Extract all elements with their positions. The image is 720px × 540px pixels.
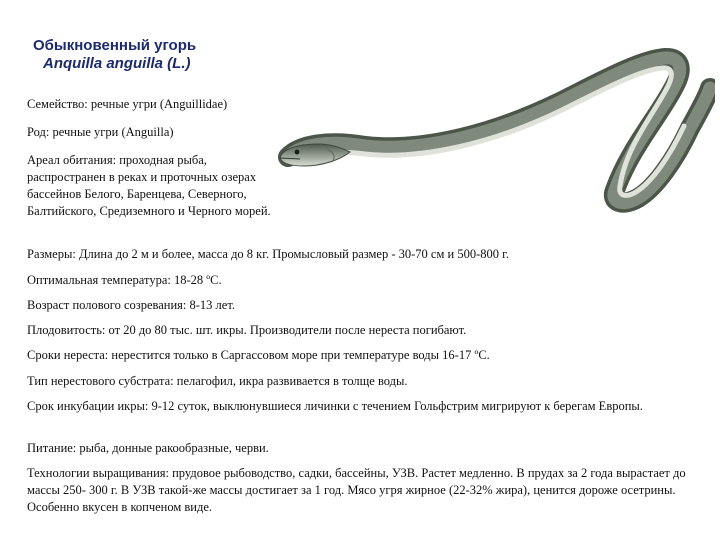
- page-title: Обыкновенный угорь: [33, 37, 197, 54]
- genus-text: Род: речные угри (Anguilla): [27, 125, 174, 139]
- incubation-text: Срок инкубации икры: 9-12 суток, выклюнувшиеся личинки с течением Гольфстрим мигрируют к берегам Европы.: [27, 399, 643, 413]
- food-text: Питание: рыба, донные ракообразные, черви.: [27, 441, 269, 455]
- maturity-text: Возраст полового созревания: 8-13 лет.: [27, 298, 235, 312]
- sizes-text: Размеры: Длина до 2 м и более, масса до 8 кг. Промысловый размер - 30-70 см и 500-800 г.: [27, 247, 509, 261]
- substrate-text: Тип нерестового субстрата: пелагофил, икра развивается в толще воды.: [27, 374, 408, 388]
- latin-name: Anquilla anguilla (L.): [43, 55, 191, 72]
- family-text: Семейство: речные угри (Anguillidae): [27, 97, 228, 111]
- technology-text: Технологии выращивания: прудовое рыбоводство, садки, бассейны, УЗВ. Растет медленно. В прудах за 2 года вырастает до массы 250- 300 г. В УЗВ такой-же массы достигает за 1 год. Мясо угря жирное (22-32% жира), ценится дороже осетрины. Особенно вкусен в копченом виде.: [27, 466, 686, 514]
- temperature-text: Оптимальная температура: 18-28 ºС.: [27, 273, 222, 287]
- eel-illustration-icon: [270, 40, 715, 215]
- fertility-text: Плодовитость: от 20 до 80 тыс. шт. икры. Производители после нереста погибают.: [27, 323, 467, 337]
- habitat-text: Ареал обитания: проходная рыба, распространен в реках и проточных озерах бассейнов Белого, Баренцева, Северного, Балтийского, Средиземного и Черного морей.: [27, 153, 271, 218]
- spawning-text: Сроки нереста: нерестится только в Саргассовом море при температуре воды 16-17 ºС.: [27, 348, 490, 362]
